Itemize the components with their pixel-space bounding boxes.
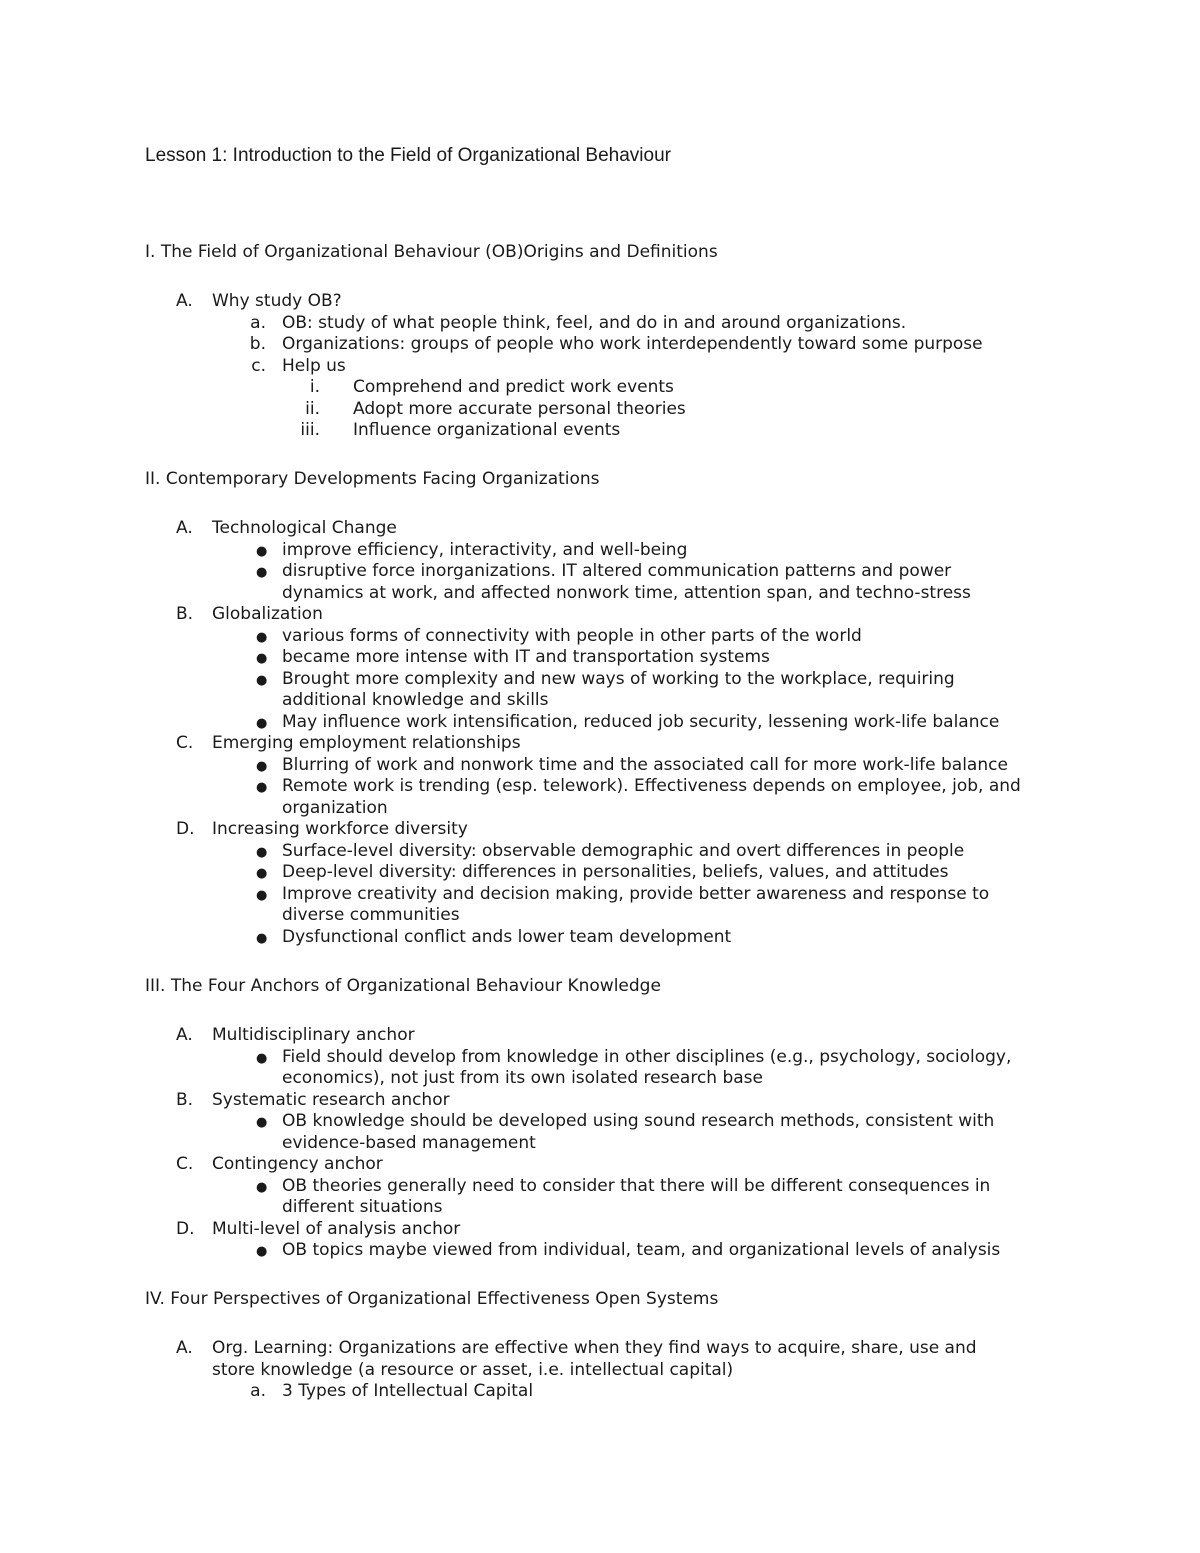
- subitem-text: 3 Types of Intellectual Capital: [282, 1381, 534, 1401]
- item-text: Increasing workforce diversity: [212, 819, 468, 839]
- bullet-text: Field should develop from knowledge in other disciplines (e.g., psychology, sociology,: [282, 1046, 1012, 1067]
- item-marker: C.: [176, 1154, 194, 1174]
- item-text: Org. Learning: Organizations are effective when they find ways to acquire, share, use and: [212, 1338, 977, 1358]
- item-text: Multi-level of analysis anchor: [212, 1218, 461, 1239]
- item-marker: A.: [176, 518, 193, 538]
- item-marker: C.: [176, 733, 194, 753]
- section-heading: I. The Field of Organizational Behaviour (OB)Origins and Definitions: [145, 242, 718, 262]
- item-marker: D.: [176, 819, 195, 839]
- item-text: Systematic research anchor: [212, 1089, 450, 1110]
- item-marker: A.: [176, 1025, 193, 1045]
- bullet-text: became more intense with IT and transportation systems: [282, 647, 770, 667]
- bullet-text: organization: [282, 797, 388, 818]
- bullet-text: OB theories generally need to consider that there will be different consequences in: [282, 1175, 991, 1196]
- subitem-marker: c.: [251, 355, 266, 376]
- bullet-text: dynamics at work, and affected nonwork time, attention span, and techno-stress: [282, 582, 971, 603]
- roman-text: Comprehend and predict work events: [353, 377, 674, 397]
- bullet-text: May influence work intensification, reduced job security, lessening work-life balance: [282, 711, 1000, 732]
- bullet-icon: ●: [256, 629, 268, 645]
- item-marker: A.: [176, 1338, 193, 1358]
- item-text: Emerging employment relationships: [212, 733, 521, 753]
- item-marker: D.: [176, 1218, 195, 1239]
- item-text: store knowledge (a resource or asset, i.e. intellectual capital): [212, 1359, 734, 1380]
- subitem-text: OB: study of what people think, feel, and do in and around organizations.: [282, 312, 907, 333]
- subitem-marker: a.: [250, 1381, 266, 1401]
- section-heading: IV. Four Perspectives of Organizational Effectiveness Open Systems: [145, 1289, 719, 1309]
- subitem-text: Organizations: groups of people who work interdependently toward some purpose: [282, 334, 983, 354]
- item-marker: B.: [176, 1089, 194, 1110]
- roman-marker: iii.: [300, 420, 320, 440]
- bullet-text: Remote work is trending (esp. telework). Effectiveness depends on employee, job, and: [282, 776, 1021, 796]
- bullet-text: Improve creativity and decision making, provide better awareness and response to: [282, 883, 990, 904]
- bullet-icon: ●: [256, 651, 268, 666]
- roman-marker: i.: [309, 377, 320, 397]
- bullet-text: Deep-level diversity: differences in personalities, beliefs, values, and attitudes: [282, 862, 949, 882]
- bullet-text: Surface-level diversity: observable demographic and overt differences in people: [282, 840, 965, 861]
- roman-text: Influence organizational events: [353, 420, 621, 440]
- section-heading: II. Contemporary Developments Facing Organizations: [145, 469, 600, 489]
- bullet-icon: ●: [256, 844, 268, 860]
- lesson-title: Lesson 1: Introduction to the Field of Organizational Behaviour: [145, 145, 671, 166]
- subitem-marker: a.: [250, 312, 266, 333]
- bullet-icon: ●: [256, 715, 268, 731]
- bullet-icon: ●: [256, 672, 268, 688]
- item-text: Technological Change: [212, 518, 397, 538]
- bullet-text: economics), not just from its own isolated research base: [282, 1068, 763, 1088]
- bullet-icon: ●: [256, 887, 268, 903]
- section-heading: III. The Four Anchors of Organizational Behaviour Knowledge: [145, 976, 661, 996]
- item-marker: B.: [176, 604, 194, 624]
- bullet-text: different situations: [282, 1197, 443, 1217]
- bullet-icon: ●: [256, 1050, 268, 1066]
- bullet-icon: ●: [256, 543, 268, 559]
- bullet-text: additional knowledge and skills: [282, 690, 549, 710]
- subitem-text: Help us: [282, 355, 346, 376]
- bullet-icon: ●: [256, 1115, 268, 1130]
- bullet-text: OB knowledge should be developed using sound research methods, consistent with: [282, 1111, 995, 1131]
- item-text: Why study OB?: [212, 291, 342, 311]
- bullet-icon: ●: [256, 930, 268, 946]
- bullet-text: evidence-based management: [282, 1132, 536, 1153]
- bullet-icon: ●: [256, 866, 268, 881]
- bullet-text: disruptive force inorganizations. IT altered communication patterns and power: [282, 561, 952, 581]
- bullet-text: diverse communities: [282, 905, 460, 925]
- bullet-text: OB topics maybe viewed from individual, team, and organizational levels of analysis: [282, 1240, 1001, 1260]
- roman-marker: ii.: [305, 398, 320, 419]
- bullet-text: various forms of connectivity with people in other parts of the world: [282, 625, 862, 646]
- bullet-icon: ●: [256, 780, 268, 795]
- item-marker: A.: [176, 291, 193, 311]
- bullet-icon: ●: [256, 758, 268, 774]
- item-text: Multidisciplinary anchor: [212, 1025, 415, 1045]
- bullet-text: Dysfunctional conflict ands lower team development: [282, 926, 732, 947]
- bullet-icon: ●: [256, 1179, 268, 1195]
- bullet-icon: ●: [256, 1244, 268, 1259]
- subitem-marker: b.: [249, 334, 266, 354]
- bullet-icon: ●: [256, 565, 268, 580]
- bullet-text: improve efficiency, interactivity, and well-being: [282, 539, 688, 560]
- bullet-text: Brought more complexity and new ways of working to the workplace, requiring: [282, 668, 955, 689]
- item-text: Globalization: [212, 604, 323, 624]
- bullet-text: Blurring of work and nonwork time and the associated call for more work-life balance: [282, 754, 1008, 775]
- item-text: Contingency anchor: [212, 1154, 383, 1174]
- roman-text: Adopt more accurate personal theories: [353, 398, 686, 419]
